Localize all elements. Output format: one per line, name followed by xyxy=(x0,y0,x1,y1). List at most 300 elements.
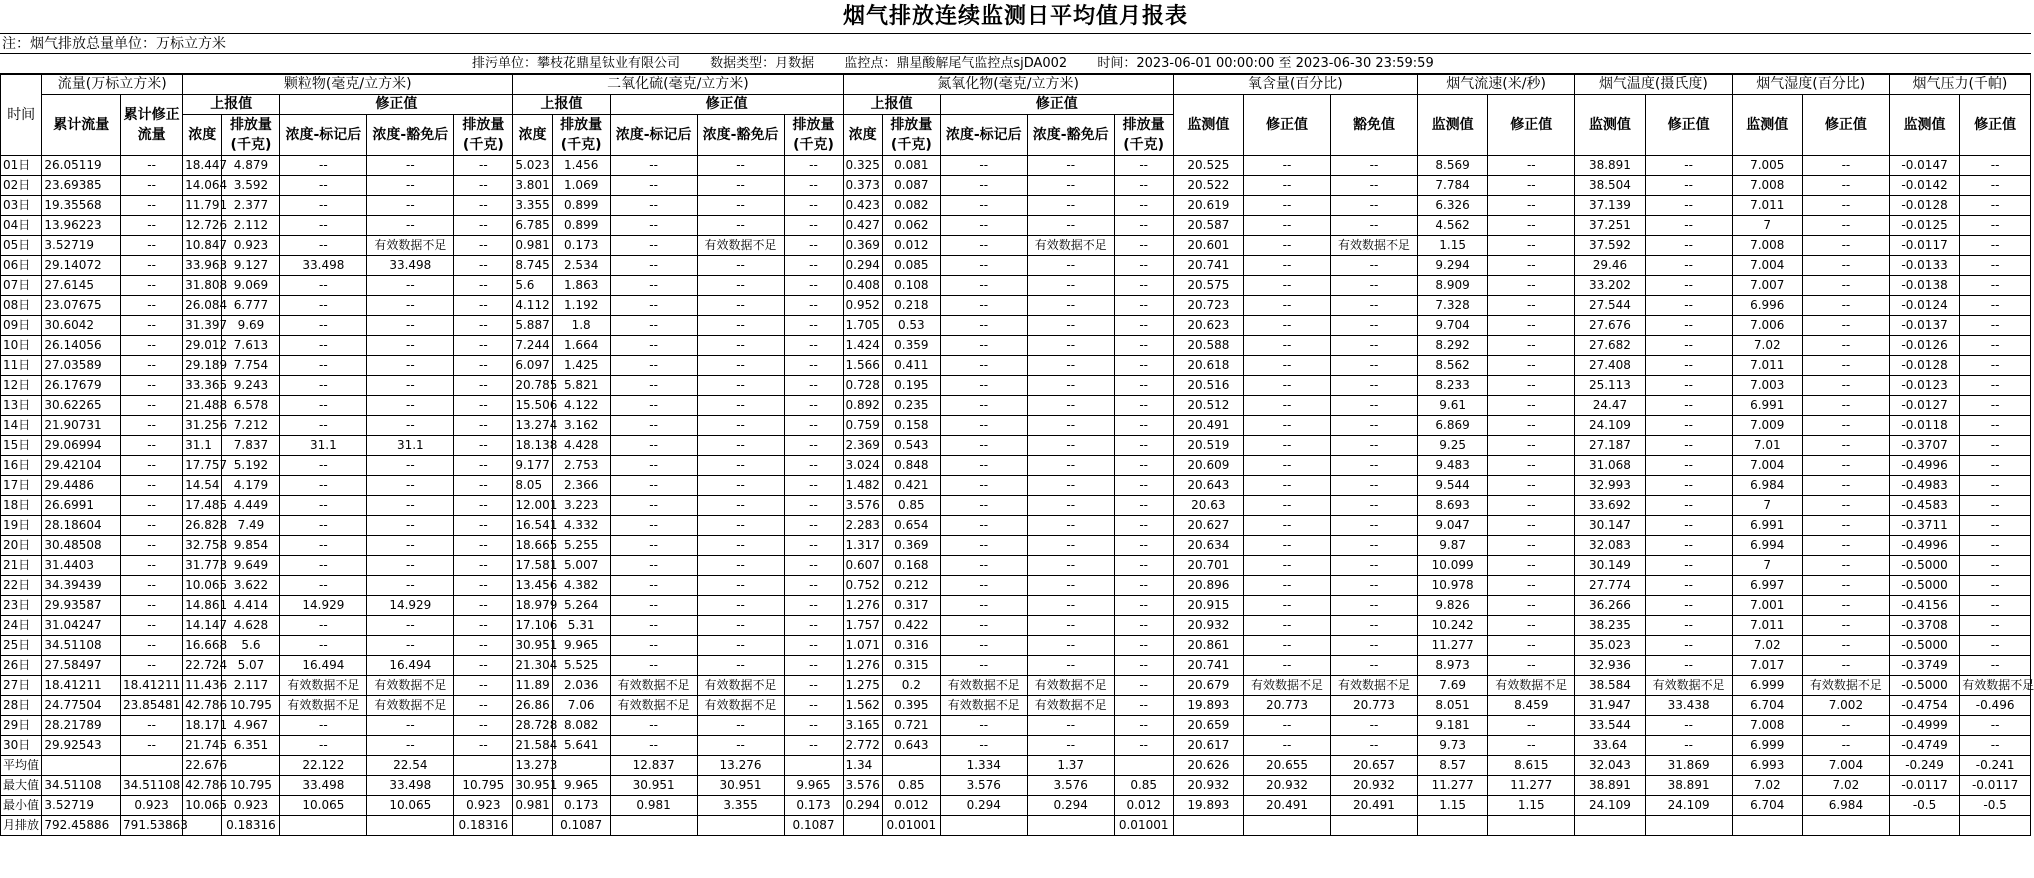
header-flow: 流量(万标立方米) xyxy=(42,75,183,95)
table-cell: 7.837 xyxy=(222,436,280,456)
table-cell: 33.692 xyxy=(1575,496,1645,516)
table-cell: -- xyxy=(1488,556,1575,576)
table-cell: -- xyxy=(610,256,697,276)
table-cell: -- xyxy=(1114,176,1173,196)
table-cell: -- xyxy=(1114,696,1173,716)
table-cell: 22.122 xyxy=(280,756,367,776)
unit-note: 注：烟气排放总量单位：万标立方米 xyxy=(0,34,2031,54)
table-cell: -- xyxy=(610,156,697,176)
table-cell: -- xyxy=(1244,296,1331,316)
table-cell: -- xyxy=(280,176,367,196)
table-cell: 3.024 xyxy=(843,456,882,476)
table-row xyxy=(1,456,2031,476)
table-cell: -- xyxy=(1802,256,1889,276)
header-o2: 氧含量(百分比) xyxy=(1173,75,1417,95)
table-cell: 26.828 xyxy=(183,516,222,536)
table-cell: -- xyxy=(610,416,697,436)
table-cell: -- xyxy=(1645,556,1732,576)
table-cell: 27.6145 xyxy=(42,276,121,296)
table-cell: -- xyxy=(121,576,183,596)
table-cell: 4.449 xyxy=(222,496,280,516)
table-cell: -- xyxy=(940,196,1027,216)
table-cell: 35.023 xyxy=(1575,636,1645,656)
table-cell: 20.623 xyxy=(1173,316,1243,336)
table-cell: -- xyxy=(1645,616,1732,636)
table-cell: -- xyxy=(367,516,454,536)
table-cell: -- xyxy=(1802,236,1889,256)
table-cell: -- xyxy=(1488,616,1575,636)
table-cell: -- xyxy=(1488,276,1575,296)
table-cell: 0.721 xyxy=(882,716,940,736)
table-cell: -- xyxy=(1027,176,1114,196)
table-cell: -- xyxy=(454,556,513,576)
table-cell: 20.575 xyxy=(1173,276,1243,296)
table-cell: 7.001 xyxy=(1732,596,1802,616)
table-cell: -- xyxy=(1645,196,1732,216)
table-cell: -- xyxy=(1114,436,1173,456)
table-cell: 9.127 xyxy=(222,256,280,276)
table-cell: -- xyxy=(280,736,367,756)
table-cell: -- xyxy=(784,496,843,516)
table-cell: -- xyxy=(121,316,183,336)
table-cell: -- xyxy=(1488,516,1575,536)
table-cell: 17.581 xyxy=(513,556,552,576)
table-cell: -- xyxy=(1330,656,1417,676)
table-cell: -0.496 xyxy=(1960,696,2031,716)
table-cell: 20.512 xyxy=(1173,396,1243,416)
table-cell: -- xyxy=(1027,576,1114,596)
table-cell: -- xyxy=(697,216,784,236)
table-cell: -0.5 xyxy=(1889,796,1959,816)
table-cell: 1.664 xyxy=(552,336,610,356)
header-so2-emission: 排放量(千克) xyxy=(552,115,610,156)
table-cell: -- xyxy=(1802,316,1889,336)
table-cell: 37.592 xyxy=(1575,236,1645,256)
table-cell: -- xyxy=(454,356,513,376)
table-cell: -0.4754 xyxy=(1889,696,1959,716)
table-cell: -- xyxy=(784,156,843,176)
table-cell: 5.6 xyxy=(222,636,280,656)
table-cell: -- xyxy=(121,516,183,536)
table-cell: 9.483 xyxy=(1417,456,1487,476)
table-cell: 31.1 xyxy=(183,436,222,456)
table-cell: 7.06 xyxy=(552,696,610,716)
table-cell: 18.41211 xyxy=(121,676,183,696)
table-cell: -0.0133 xyxy=(1889,256,1959,276)
table-cell: 38.891 xyxy=(1575,156,1645,176)
row-label-cell: 29日 xyxy=(1,716,42,736)
table-cell: 37.139 xyxy=(1575,196,1645,216)
header-so2: 二氧化硫(毫克/立方米) xyxy=(513,75,843,95)
row-label-cell: 23日 xyxy=(1,596,42,616)
table-cell: -- xyxy=(1960,616,2031,636)
table-cell: -- xyxy=(280,216,367,236)
table-cell: 20.627 xyxy=(1173,516,1243,536)
table-cell: -- xyxy=(1027,316,1114,336)
summary-row xyxy=(1,816,2031,836)
table-cell: 2.117 xyxy=(222,676,280,696)
table-cell: 7.02 xyxy=(1732,776,1802,796)
table-cell: -- xyxy=(280,236,367,256)
table-cell: 8.233 xyxy=(1417,376,1487,396)
table-cell: 0.01001 xyxy=(882,816,940,836)
table-row xyxy=(1,316,2031,336)
table-cell: -- xyxy=(784,516,843,536)
summary-row xyxy=(1,796,2031,816)
row-label-cell: 09日 xyxy=(1,316,42,336)
table-cell: -- xyxy=(121,376,183,396)
table-cell: -- xyxy=(1802,556,1889,576)
table-cell: -- xyxy=(1244,256,1331,276)
row-label-cell: 07日 xyxy=(1,276,42,296)
table-cell: 0.062 xyxy=(882,216,940,236)
table-cell: 0.85 xyxy=(882,776,940,796)
table-cell: 3.223 xyxy=(552,496,610,516)
row-label-cell: 18日 xyxy=(1,496,42,516)
table-cell: -- xyxy=(280,156,367,176)
table-cell: -- xyxy=(1960,336,2031,356)
table-cell: 0.18316 xyxy=(222,816,280,836)
table-row xyxy=(1,576,2031,596)
table-cell: -- xyxy=(1645,516,1732,536)
row-label-cell: 22日 xyxy=(1,576,42,596)
table-cell: -- xyxy=(1645,156,1732,176)
table-cell: -- xyxy=(1802,376,1889,396)
table-cell: 4.332 xyxy=(552,516,610,536)
table-cell: -- xyxy=(121,616,183,636)
table-row xyxy=(1,696,2031,716)
table-cell: -- xyxy=(121,716,183,736)
table-cell: -- xyxy=(1960,596,2031,616)
table-cell: -- xyxy=(1645,396,1732,416)
table-cell: -- xyxy=(1802,456,1889,476)
table-cell: 有效数据不足 xyxy=(1027,696,1114,716)
table-cell: 12.726 xyxy=(183,216,222,236)
row-label-cell: 月排放 xyxy=(1,816,42,836)
table-row xyxy=(1,436,2031,456)
table-cell: -- xyxy=(610,356,697,376)
table-cell: 20.659 xyxy=(1173,716,1243,736)
table-cell: -- xyxy=(1330,436,1417,456)
table-cell: 20.932 xyxy=(1173,776,1243,796)
table-cell: 7.212 xyxy=(222,416,280,436)
table-cell: -- xyxy=(1027,536,1114,556)
table-cell: -- xyxy=(1802,656,1889,676)
table-cell: 3.622 xyxy=(222,576,280,596)
table-cell: -- xyxy=(1114,636,1173,656)
table-row xyxy=(1,516,2031,536)
table-cell: 42.786 xyxy=(183,696,222,716)
table-cell: -- xyxy=(940,156,1027,176)
table-cell: 8.459 xyxy=(1488,696,1575,716)
table-cell: -- xyxy=(940,476,1027,496)
table-row xyxy=(1,216,2031,236)
table-cell: -- xyxy=(121,216,183,236)
table-cell xyxy=(940,816,1027,836)
table-cell: -- xyxy=(1802,476,1889,496)
table-cell: -- xyxy=(1114,196,1173,216)
table-cell: -- xyxy=(1488,576,1575,596)
table-cell: -- xyxy=(1960,396,2031,416)
table-cell: -- xyxy=(610,176,697,196)
table-row xyxy=(1,716,2031,736)
table-cell: -- xyxy=(1802,536,1889,556)
table-cell: -- xyxy=(454,536,513,556)
table-cell: 21.304 xyxy=(513,656,552,676)
table-cell: 0.173 xyxy=(552,236,610,256)
table-cell: 33.365 xyxy=(183,376,222,396)
table-cell: 3.355 xyxy=(513,196,552,216)
table-cell: 7.007 xyxy=(1732,276,1802,296)
table-cell: 有效数据不足 xyxy=(1645,676,1732,696)
table-cell: 24.109 xyxy=(1575,416,1645,436)
table-cell: -- xyxy=(1488,736,1575,756)
row-label-cell: 08日 xyxy=(1,296,42,316)
table-cell: 20.587 xyxy=(1173,216,1243,236)
table-cell: -- xyxy=(940,276,1027,296)
table-cell: -- xyxy=(1488,156,1575,176)
table-cell: 0.411 xyxy=(882,356,940,376)
table-cell: 42.786 xyxy=(183,776,222,796)
table-cell: -- xyxy=(784,636,843,656)
table-cell: -- xyxy=(784,436,843,456)
table-cell: 27.682 xyxy=(1575,336,1645,356)
table-cell: 1.456 xyxy=(552,156,610,176)
table-cell: -- xyxy=(121,596,183,616)
table-cell: -- xyxy=(1960,296,2031,316)
table-cell: 9.965 xyxy=(552,776,610,796)
table-cell: 21.745 xyxy=(183,736,222,756)
table-cell: 3.52719 xyxy=(42,236,121,256)
table-cell: -- xyxy=(610,536,697,556)
table-cell: -- xyxy=(784,696,843,716)
table-cell: -- xyxy=(1960,156,2031,176)
table-cell: 2.772 xyxy=(843,736,882,756)
table-cell: -- xyxy=(367,156,454,176)
table-cell: 34.51108 xyxy=(121,776,183,796)
table-cell: -0.4996 xyxy=(1889,456,1959,476)
table-cell: -- xyxy=(940,536,1027,556)
table-cell: 6.578 xyxy=(222,396,280,416)
table-cell: -- xyxy=(1330,216,1417,236)
table-cell: 20.491 xyxy=(1244,796,1331,816)
table-cell: -- xyxy=(1645,476,1732,496)
table-cell: 0.317 xyxy=(882,596,940,616)
table-cell: -- xyxy=(1802,616,1889,636)
table-cell: 20.617 xyxy=(1173,736,1243,756)
table-cell: 14.929 xyxy=(367,596,454,616)
table-cell: 34.51108 xyxy=(42,636,121,656)
table-cell: 1.15 xyxy=(1488,796,1575,816)
table-cell: -0.0126 xyxy=(1889,336,1959,356)
table-cell: -- xyxy=(1027,376,1114,396)
table-cell: -- xyxy=(280,396,367,416)
table-cell: -- xyxy=(1114,476,1173,496)
table-cell: -- xyxy=(610,276,697,296)
table-cell: 6.999 xyxy=(1732,736,1802,756)
table-cell xyxy=(610,816,697,836)
table-cell: 1.276 xyxy=(843,596,882,616)
table-cell: -- xyxy=(1244,216,1331,236)
table-cell: -- xyxy=(784,216,843,236)
table-cell: 7.011 xyxy=(1732,616,1802,636)
table-cell: 9.826 xyxy=(1417,596,1487,616)
table-cell: 0.173 xyxy=(784,796,843,816)
table-cell: 6.991 xyxy=(1732,516,1802,536)
table-cell: -- xyxy=(280,576,367,596)
table-cell: -- xyxy=(367,296,454,316)
table-cell: 0.981 xyxy=(513,796,552,816)
table-cell: -- xyxy=(1244,616,1331,636)
table-cell: 11.89 xyxy=(513,676,552,696)
table-cell: -- xyxy=(121,336,183,356)
table-cell: 20.773 xyxy=(1244,696,1331,716)
table-cell: 20.785 xyxy=(513,376,552,396)
summary-row xyxy=(1,776,2031,796)
table-cell: -- xyxy=(1960,196,2031,216)
row-label-cell: 26日 xyxy=(1,656,42,676)
table-cell: 27.58497 xyxy=(42,656,121,676)
table-cell: -- xyxy=(280,516,367,536)
table-cell: -- xyxy=(1645,736,1732,756)
table-cell: -- xyxy=(1645,316,1732,336)
table-cell: -- xyxy=(1114,596,1173,616)
table-cell: 9.544 xyxy=(1417,476,1487,496)
table-cell: 1.757 xyxy=(843,616,882,636)
table-cell: 4.179 xyxy=(222,476,280,496)
table-cell: -- xyxy=(454,716,513,736)
table-cell: -- xyxy=(940,576,1027,596)
table-cell: 0.082 xyxy=(882,196,940,216)
table-cell: -- xyxy=(697,716,784,736)
table-cell: 3.165 xyxy=(843,716,882,736)
header-nox-conc-marked: 浓度-标记后 xyxy=(940,115,1027,156)
table-cell: -- xyxy=(1027,396,1114,416)
table-cell: -- xyxy=(367,356,454,376)
table-cell: -- xyxy=(1330,416,1417,436)
table-cell: -- xyxy=(1244,716,1331,736)
table-cell: -- xyxy=(1244,376,1331,396)
table-cell: 0.325 xyxy=(843,156,882,176)
table-cell: 0.848 xyxy=(882,456,940,476)
table-cell: -- xyxy=(1645,656,1732,676)
table-cell: 3.801 xyxy=(513,176,552,196)
table-cell: 8.615 xyxy=(1488,756,1575,776)
table-cell: -- xyxy=(1330,556,1417,576)
table-cell: -- xyxy=(1330,636,1417,656)
header-flow-corrected: 累计修正流量 xyxy=(121,95,183,156)
row-label-cell: 13日 xyxy=(1,396,42,416)
table-cell xyxy=(843,816,882,836)
table-cell: -- xyxy=(1027,656,1114,676)
table-cell: 13.273 xyxy=(513,756,552,776)
table-row xyxy=(1,276,2031,296)
table-cell: 4.879 xyxy=(222,156,280,176)
table-cell: -- xyxy=(367,456,454,476)
table-cell: -- xyxy=(697,656,784,676)
header-so2-concentration: 浓度 xyxy=(513,115,552,156)
table-cell: 1.37 xyxy=(1027,756,1114,776)
table-cell: 20.643 xyxy=(1173,476,1243,496)
table-cell: 0.315 xyxy=(882,656,940,676)
row-label-cell: 19日 xyxy=(1,516,42,536)
table-cell: 22.676 xyxy=(183,756,222,776)
table-cell: -- xyxy=(1488,436,1575,456)
table-cell: -- xyxy=(940,556,1027,576)
table-cell: 0.081 xyxy=(882,156,940,176)
table-cell: -- xyxy=(1645,416,1732,436)
table-cell: -- xyxy=(1114,216,1173,236)
table-cell: -- xyxy=(1114,736,1173,756)
table-cell: -- xyxy=(121,496,183,516)
table-cell: -- xyxy=(784,376,843,396)
table-cell: -- xyxy=(1645,176,1732,196)
table-cell: 8.082 xyxy=(552,716,610,736)
table-cell xyxy=(1732,816,1802,836)
table-cell: 有效数据不足 xyxy=(1027,236,1114,256)
table-cell: 9.181 xyxy=(1417,716,1487,736)
table-cell: 32.993 xyxy=(1575,476,1645,496)
table-cell: -- xyxy=(1330,376,1417,396)
table-cell: -- xyxy=(121,396,183,416)
table-cell: 30.951 xyxy=(697,776,784,796)
table-cell: -- xyxy=(1960,376,2031,396)
table-cell: 9.73 xyxy=(1417,736,1487,756)
table-cell: 8.051 xyxy=(1417,696,1487,716)
time-range-label: 时间：2023-06-01 00:00:00 至 2023-06-30 23:59:59 xyxy=(1097,56,1434,71)
table-cell: -- xyxy=(610,656,697,676)
table-cell: -- xyxy=(1244,236,1331,256)
table-cell: 791.53863 xyxy=(121,816,183,836)
table-cell: 9.069 xyxy=(222,276,280,296)
table-cell: 7.008 xyxy=(1732,716,1802,736)
table-cell: 7.017 xyxy=(1732,656,1802,676)
table-cell: 10.065 xyxy=(367,796,454,816)
report-title: 烟气排放连续监测日平均值月报表 xyxy=(0,0,2031,34)
table-cell xyxy=(280,816,367,836)
table-cell: -- xyxy=(280,716,367,736)
table-cell: -- xyxy=(1244,496,1331,516)
table-cell: -- xyxy=(367,536,454,556)
table-cell: 18.41211 xyxy=(42,676,121,696)
table-cell: 20.657 xyxy=(1330,756,1417,776)
table-cell: -- xyxy=(1960,256,2031,276)
table-cell: -- xyxy=(454,276,513,296)
table-cell: 30.951 xyxy=(513,776,552,796)
table-cell: -- xyxy=(1114,656,1173,676)
table-cell: 7.69 xyxy=(1417,676,1487,696)
table-cell: 3.162 xyxy=(552,416,610,436)
table-cell: 13.274 xyxy=(513,416,552,436)
table-cell: 27.408 xyxy=(1575,356,1645,376)
table-cell: 32.043 xyxy=(1575,756,1645,776)
table-cell xyxy=(1114,756,1173,776)
table-cell: 20.915 xyxy=(1173,596,1243,616)
table-cell: -- xyxy=(940,636,1027,656)
table-cell: -- xyxy=(940,416,1027,436)
table-cell: 0.421 xyxy=(882,476,940,496)
table-cell: 0.108 xyxy=(882,276,940,296)
table-cell: 0.316 xyxy=(882,636,940,656)
table-cell: 6.984 xyxy=(1802,796,1889,816)
table-cell: -- xyxy=(697,476,784,496)
table-cell: -- xyxy=(1114,716,1173,736)
table-cell: -- xyxy=(1488,496,1575,516)
table-cell: 31.947 xyxy=(1575,696,1645,716)
table-cell: 4.562 xyxy=(1417,216,1487,236)
row-label-cell: 14日 xyxy=(1,416,42,436)
table-cell: 7.004 xyxy=(1732,256,1802,276)
